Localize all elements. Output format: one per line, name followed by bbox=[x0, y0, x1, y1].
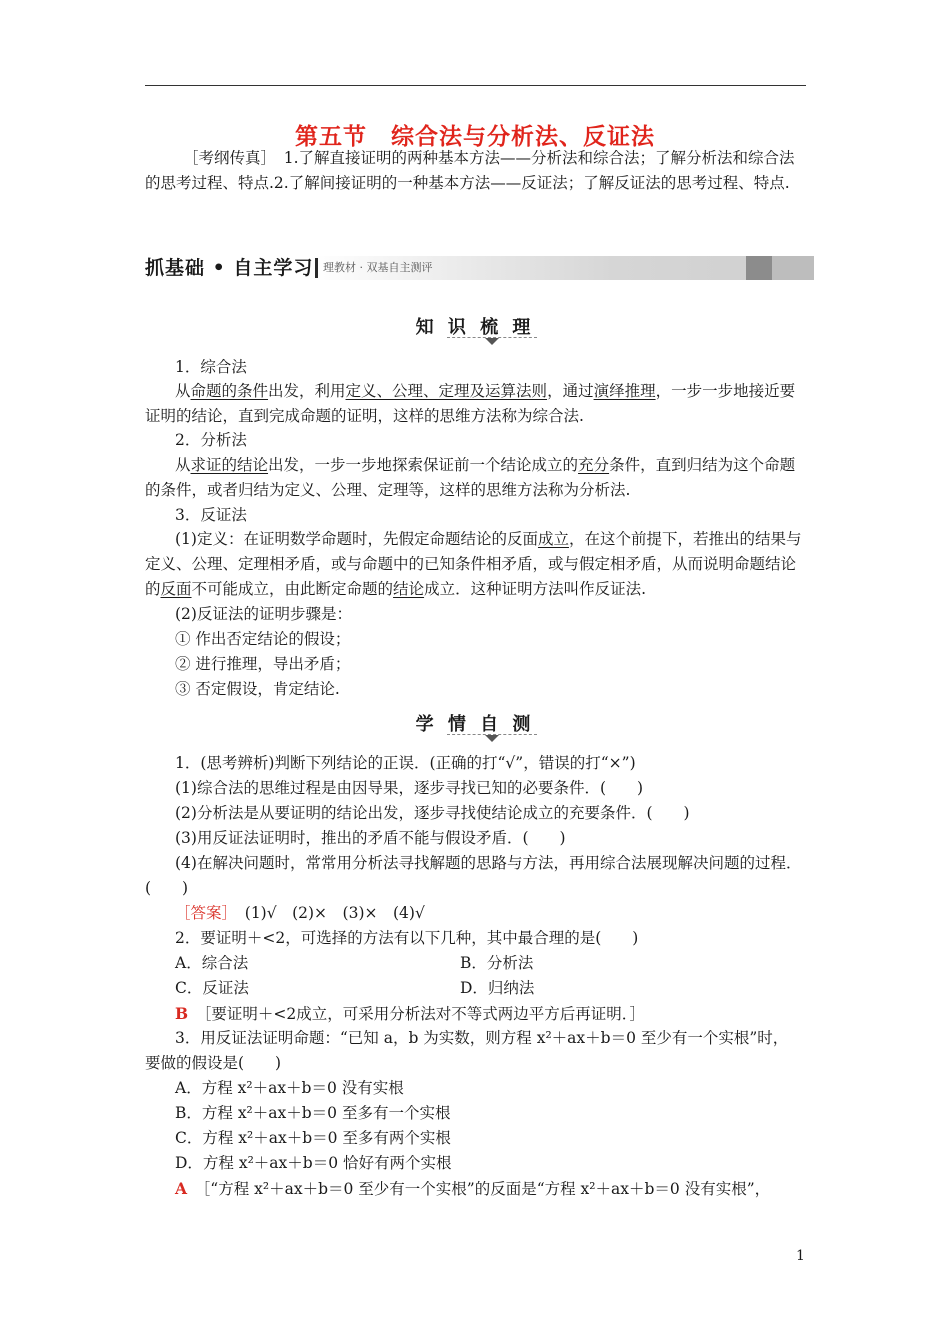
knowledge-item-text: 从求证的结论出发，一步一步地探索保证前一个结论成立的充分条件，直到归结为这个命题的条件，或者归结为定义、公理、定理等，这样的思维方法称为分析法. bbox=[145, 456, 796, 499]
page-number: 1 bbox=[796, 1248, 805, 1264]
section-banner bbox=[145, 256, 814, 280]
question-3: 要做的假设是( ) bbox=[145, 1054, 282, 1072]
answer-label: ［答案］ bbox=[175, 904, 230, 922]
knowledge-heading-marker bbox=[485, 338, 499, 345]
syllabus-paragraph: ［考纲传真］ 1.了解直接证明的两种基本方法——分析法和综合法；了解分析法和综合法的思考过程、特点.2.了解间接证明的一种基本方法——反证法；了解反证法的思考过程、特点. bbox=[145, 149, 795, 192]
banner-divider bbox=[315, 258, 318, 278]
question-2: 2．要证明＋<2，可选择的方法有以下几种，其中最合理的是( ) bbox=[175, 929, 639, 947]
answer-3: A ［“方程 x²＋ax＋b＝0 至少有一个实根”的反面是“方程 x²＋ax＋b＝0 没有实根”， bbox=[175, 1179, 771, 1198]
quiz-heading-marker bbox=[485, 735, 499, 742]
knowledge-item-text: 从命题的条件出发，利用定义、公理、定理及运算法则，通过演绎推理，一步一步地接近要证明的结论，直到完成命题的证明，这样的思维方法称为综合法. bbox=[145, 382, 796, 425]
knowledge-item-text: (1)定义：在证明数学命题时，先假定命题结论的反面成立，在这个前提下，若推出的结果与定义、公理、定理相矛盾，或与命题中的已知条件相矛盾，或与假定相矛盾，从而说明命题结论的反面不可能成立，由此断定命题的结论成立．这种证明方法叫作反证法. bbox=[145, 530, 802, 598]
question-1-item: (1)综合法的思维过程是由因导果，逐步寻找已知的必要条件．( ) bbox=[175, 779, 644, 797]
question-3-option-c: C．方程 x²＋ax＋b＝0 至多有两个实根 bbox=[175, 1129, 451, 1147]
knowledge-heading: 知 识 梳 理 bbox=[415, 317, 535, 338]
question-2-option-d: D．归纳法 bbox=[460, 979, 535, 997]
banner-block-dark bbox=[746, 256, 772, 280]
step-item: ③ 否定假设，肯定结论. bbox=[175, 680, 340, 698]
question-1-item: (2)分析法是从要证明的结论出发，逐步寻找使结论成立的充要条件．( ) bbox=[175, 804, 690, 822]
banner-subtitle: 理教材 · 双基自主测评 bbox=[323, 261, 433, 274]
steps-title: (2)反证法的证明步骤是： bbox=[175, 605, 352, 623]
header-rule bbox=[145, 85, 806, 86]
quiz-heading: 学 情 自 测 bbox=[415, 714, 535, 735]
question-1-item: (4)在解决问题时，常常用分析法寻找解题的思路与方法，再用综合法展现解决问题的过程．( ) bbox=[145, 854, 802, 897]
banner-block-light bbox=[772, 256, 814, 280]
answer-label: B bbox=[175, 1004, 189, 1023]
question-3-option-b: B．方程 x²＋ax＋b＝0 至多有一个实根 bbox=[175, 1104, 451, 1122]
section-title: 第五节 综合法与分析法、反证法 bbox=[295, 123, 655, 150]
knowledge-item-title: 2．分析法 bbox=[175, 431, 247, 449]
banner-title: 抓基础 • 自主学习 bbox=[145, 257, 314, 279]
answer-1: ［答案］ (1)√ (2)× (3)× (4)√ bbox=[175, 904, 425, 922]
knowledge-item-title: 1．综合法 bbox=[175, 358, 247, 376]
knowledge-item-title: 3．反证法 bbox=[175, 506, 247, 524]
question-3-option-d: D．方程 x²＋ax＋b＝0 恰好有两个实根 bbox=[175, 1154, 452, 1172]
answer-2: B ［要证明＋<2成立，可采用分析法对不等式两边平方后再证明．］ bbox=[175, 1004, 645, 1023]
step-item: ② 进行推理，导出矛盾； bbox=[175, 655, 351, 673]
step-item: ① 作出否定结论的假设； bbox=[175, 630, 351, 648]
answer-label: A bbox=[175, 1179, 188, 1198]
question-3: 3．用反证法证明命题：“已知 a，b 为实数，则方程 x²＋ax＋b＝0 至少有一个实根”时， bbox=[175, 1029, 789, 1047]
question-2-option-c: C．反证法 bbox=[175, 979, 249, 997]
question-2-option-a: A．综合法 bbox=[175, 954, 249, 972]
question-2-option-b: B．分析法 bbox=[460, 954, 534, 972]
question-1: 1．(思考辨析)判断下列结论的正误．(正确的打“√”，错误的打“×”) bbox=[175, 754, 636, 772]
question-1-item: (3)用反证法证明时，推出的矛盾不能与假设矛盾．( ) bbox=[175, 829, 566, 847]
question-3-option-a: A．方程 x²＋ax＋b＝0 没有实根 bbox=[175, 1079, 404, 1097]
